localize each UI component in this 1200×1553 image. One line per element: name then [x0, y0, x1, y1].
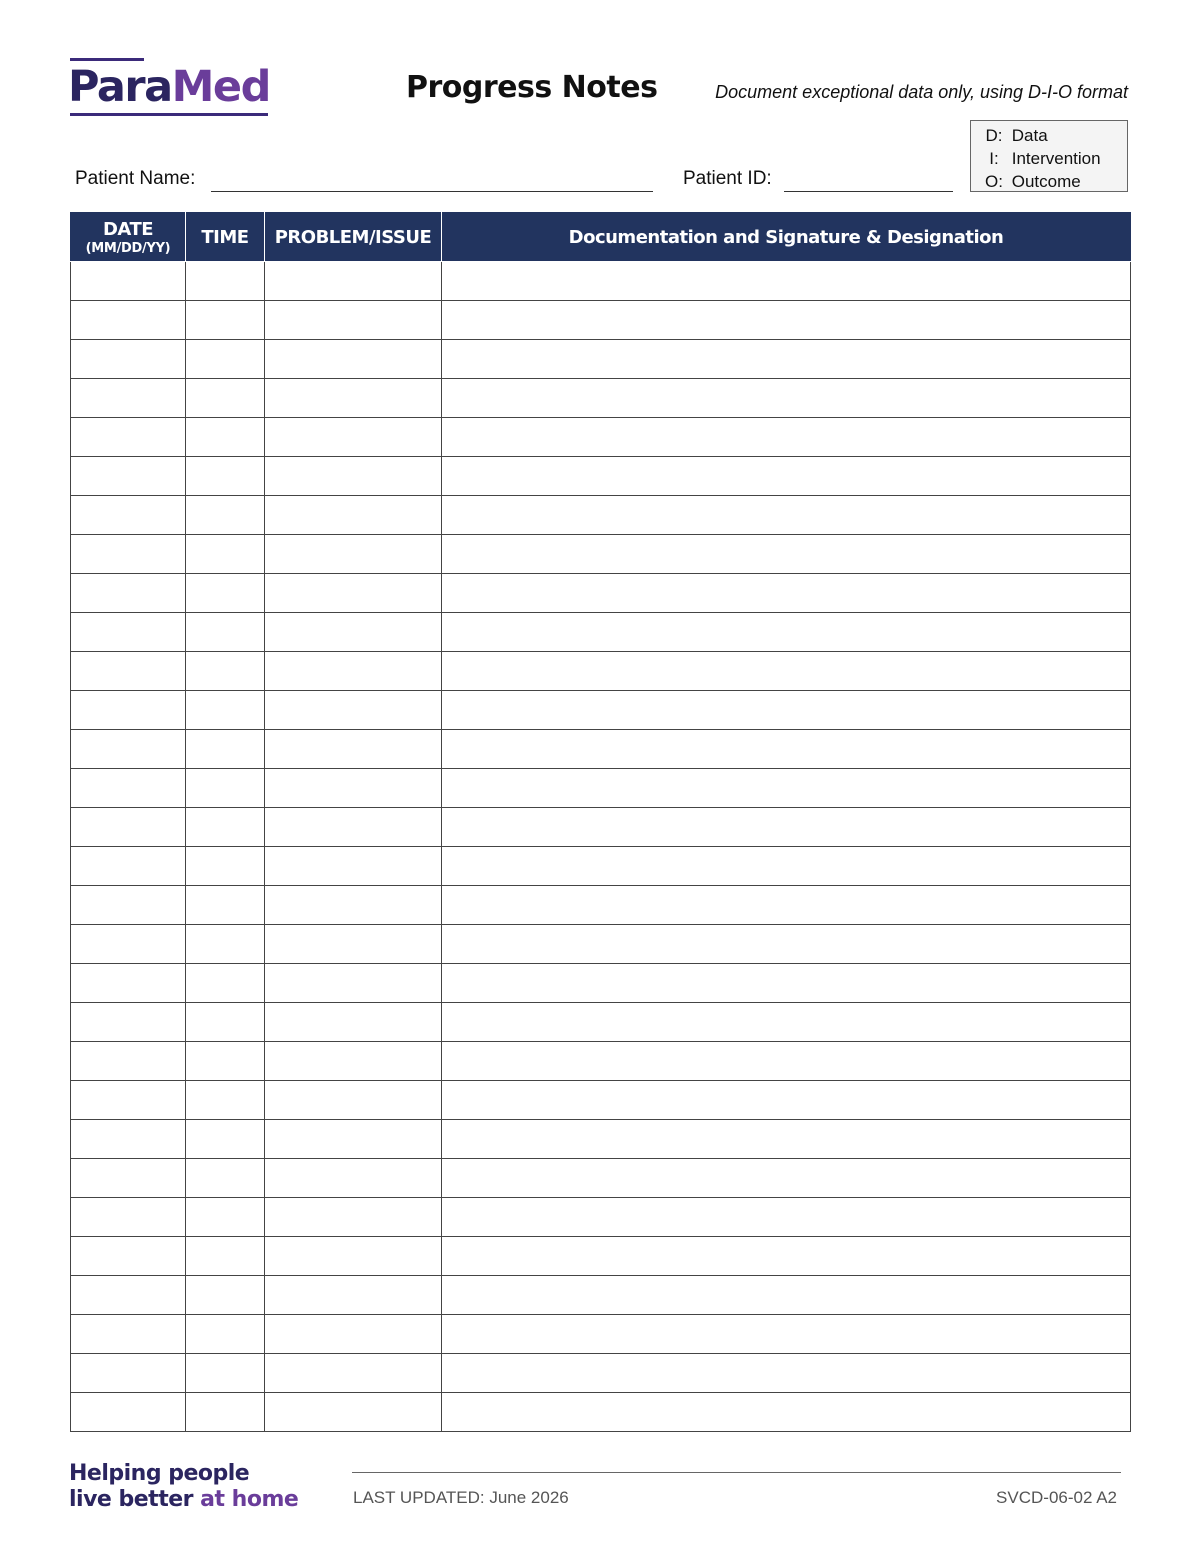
table-row — [71, 691, 1131, 730]
problem-cell[interactable] — [265, 457, 442, 496]
date-cell[interactable] — [71, 1393, 186, 1432]
documentation-cell[interactable] — [442, 301, 1131, 340]
documentation-cell[interactable] — [442, 886, 1131, 925]
problem-cell[interactable] — [265, 379, 442, 418]
date-cell[interactable] — [71, 1198, 186, 1237]
time-cell[interactable] — [186, 847, 265, 886]
time-cell[interactable] — [186, 886, 265, 925]
footer-divider — [352, 1472, 1121, 1473]
documentation-cell[interactable] — [442, 496, 1131, 535]
column-header-date — [71, 213, 186, 262]
tagline-text: live better — [69, 1487, 201, 1512]
problem-cell[interactable] — [265, 574, 442, 613]
date-cell[interactable] — [71, 1276, 186, 1315]
problem-cell[interactable] — [265, 769, 442, 808]
time-cell[interactable] — [186, 1081, 265, 1120]
legend-label: Outcome — [1011, 172, 1081, 191]
table-row — [71, 418, 1131, 457]
table-row — [71, 964, 1131, 1003]
legend-key: I: — [989, 149, 999, 168]
documentation-cell[interactable] — [442, 1315, 1131, 1354]
legend-label: Data — [1011, 126, 1048, 145]
table-row — [71, 496, 1131, 535]
problem-cell[interactable] — [265, 418, 442, 457]
date-cell[interactable] — [71, 301, 186, 340]
date-header-label: DATE — [102, 218, 154, 240]
documentation-cell[interactable] — [442, 1003, 1131, 1042]
progress-notes-table — [70, 212, 1130, 1432]
date-cell[interactable] — [71, 808, 186, 847]
time-cell[interactable] — [186, 1159, 265, 1198]
problem-cell[interactable] — [265, 808, 442, 847]
date-cell[interactable] — [71, 340, 186, 379]
time-cell[interactable] — [186, 808, 265, 847]
table-row — [71, 1393, 1131, 1432]
date-cell[interactable] — [71, 418, 186, 457]
date-cell[interactable] — [71, 1003, 186, 1042]
date-cell[interactable] — [71, 925, 186, 964]
problem-cell[interactable] — [265, 1315, 442, 1354]
documentation-cell[interactable] — [442, 379, 1131, 418]
time-cell[interactable] — [186, 1003, 265, 1042]
paramed-logo — [68, 58, 270, 118]
documentation-cell[interactable] — [442, 418, 1131, 457]
table-row — [71, 1315, 1131, 1354]
table-row — [71, 613, 1131, 652]
time-cell[interactable] — [186, 613, 265, 652]
table-row — [71, 1237, 1131, 1276]
date-cell[interactable] — [71, 535, 186, 574]
time-cell[interactable] — [186, 1354, 265, 1393]
documentation-cell[interactable] — [442, 769, 1131, 808]
time-cell[interactable] — [186, 340, 265, 379]
documentation-cell[interactable] — [442, 1276, 1131, 1315]
documentation-cell[interactable] — [442, 1393, 1131, 1432]
problem-cell[interactable] — [265, 301, 442, 340]
legend-label: Intervention — [1011, 149, 1101, 168]
problem-cell[interactable] — [265, 613, 442, 652]
time-cell[interactable] — [186, 691, 265, 730]
table-row — [71, 301, 1131, 340]
documentation-cell[interactable] — [442, 262, 1131, 301]
problem-cell[interactable] — [265, 340, 442, 379]
date-cell[interactable] — [71, 613, 186, 652]
table-row — [71, 379, 1131, 418]
date-cell[interactable] — [71, 964, 186, 1003]
documentation-cell[interactable] — [442, 613, 1131, 652]
time-cell[interactable] — [186, 418, 265, 457]
time-cell[interactable] — [186, 1315, 265, 1354]
time-cell[interactable] — [186, 301, 265, 340]
logo-top-rule — [70, 58, 144, 61]
date-cell[interactable] — [71, 1042, 186, 1081]
date-cell[interactable] — [71, 1159, 186, 1198]
table-row — [71, 925, 1131, 964]
date-cell[interactable] — [71, 691, 186, 730]
time-cell[interactable] — [186, 457, 265, 496]
date-cell[interactable] — [71, 1081, 186, 1120]
problem-cell[interactable] — [265, 1159, 442, 1198]
documentation-cell[interactable] — [442, 1081, 1131, 1120]
date-cell[interactable] — [71, 652, 186, 691]
problem-cell[interactable] — [265, 1393, 442, 1432]
table-row — [71, 1159, 1131, 1198]
documentation-cell[interactable] — [442, 1159, 1131, 1198]
patient-name-field[interactable] — [211, 191, 653, 192]
time-cell[interactable] — [186, 262, 265, 301]
documentation-cell[interactable] — [442, 691, 1131, 730]
time-cell[interactable] — [186, 574, 265, 613]
table-row — [71, 1081, 1131, 1120]
problem-cell[interactable] — [265, 1081, 442, 1120]
date-cell[interactable] — [71, 769, 186, 808]
time-cell[interactable] — [186, 925, 265, 964]
documentation-cell[interactable] — [442, 535, 1131, 574]
problem-cell[interactable] — [265, 1120, 442, 1159]
problem-cell[interactable] — [265, 1237, 442, 1276]
legend-row-outcome — [981, 170, 1127, 193]
documentation-cell[interactable] — [442, 925, 1131, 964]
table-row — [71, 769, 1131, 808]
legend-key: D: — [985, 126, 1003, 145]
table-row — [71, 340, 1131, 379]
logo-para: Para — [68, 62, 172, 112]
time-cell[interactable] — [186, 769, 265, 808]
table-row — [71, 1003, 1131, 1042]
documentation-cell[interactable] — [442, 847, 1131, 886]
table-row — [71, 1042, 1131, 1081]
date-format-label: (MM/DD/YY) — [85, 240, 171, 256]
table-row — [71, 1120, 1131, 1159]
tagline-line-2 — [69, 1487, 298, 1513]
documentation-cell[interactable] — [442, 574, 1131, 613]
documentation-cell[interactable] — [442, 340, 1131, 379]
documentation-cell[interactable] — [442, 457, 1131, 496]
page-title: Progress Notes — [406, 70, 658, 105]
date-cell[interactable] — [71, 457, 186, 496]
time-cell[interactable] — [186, 652, 265, 691]
time-cell[interactable] — [186, 1237, 265, 1276]
legend-row-intervention — [981, 147, 1127, 170]
last-updated: LAST UPDATED: June 2026 — [353, 1488, 569, 1507]
patient-id-label: Patient ID: — [683, 168, 772, 189]
table-row — [71, 574, 1131, 613]
table-row — [71, 1198, 1131, 1237]
logo-bottom-rule — [70, 113, 268, 116]
logo-med: Med — [171, 62, 270, 112]
problem-cell[interactable] — [265, 886, 442, 925]
documentation-cell[interactable] — [442, 1120, 1131, 1159]
table-row — [71, 457, 1131, 496]
column-header-time: TIME — [186, 213, 265, 262]
problem-cell[interactable] — [265, 496, 442, 535]
time-cell[interactable] — [186, 1198, 265, 1237]
date-cell[interactable] — [71, 1354, 186, 1393]
column-header-documentation: Documentation and Signature & Designation — [442, 213, 1131, 262]
problem-cell[interactable] — [265, 1042, 442, 1081]
tagline-accent: at home — [200, 1487, 299, 1512]
date-cell[interactable] — [71, 379, 186, 418]
problem-cell[interactable] — [265, 262, 442, 301]
problem-cell[interactable] — [265, 1003, 442, 1042]
date-cell[interactable] — [71, 1120, 186, 1159]
problem-cell[interactable] — [265, 535, 442, 574]
time-cell[interactable] — [186, 496, 265, 535]
table-row — [71, 808, 1131, 847]
date-cell[interactable] — [71, 574, 186, 613]
date-cell[interactable] — [71, 262, 186, 301]
time-cell[interactable] — [186, 379, 265, 418]
date-cell[interactable] — [71, 1237, 186, 1276]
problem-cell[interactable] — [265, 730, 442, 769]
table-row — [71, 1276, 1131, 1315]
problem-cell[interactable] — [265, 847, 442, 886]
table-row — [71, 847, 1131, 886]
time-cell[interactable] — [186, 1042, 265, 1081]
table-row — [71, 730, 1131, 769]
patient-name-label: Patient Name: — [75, 168, 196, 189]
table-row — [71, 1354, 1131, 1393]
table-row — [71, 262, 1131, 301]
time-cell[interactable] — [186, 1120, 265, 1159]
documentation-cell[interactable] — [442, 1237, 1131, 1276]
problem-cell[interactable] — [265, 1276, 442, 1315]
dio-legend — [970, 120, 1128, 192]
documentation-cell[interactable] — [442, 964, 1131, 1003]
problem-cell[interactable] — [265, 1198, 442, 1237]
table-header-row — [71, 213, 1131, 262]
table-row — [71, 886, 1131, 925]
problem-cell[interactable] — [265, 1354, 442, 1393]
documentation-cell[interactable] — [442, 808, 1131, 847]
documentation-cell[interactable] — [442, 730, 1131, 769]
date-cell[interactable] — [71, 496, 186, 535]
page-subtitle: Document exceptional data only, using D-I-O format — [715, 82, 1128, 102]
column-header-problem: PROBLEM/ISSUE — [265, 213, 442, 262]
date-cell[interactable] — [71, 886, 186, 925]
time-cell[interactable] — [186, 1393, 265, 1432]
time-cell[interactable] — [186, 730, 265, 769]
legend-row-data — [981, 124, 1127, 147]
documentation-cell[interactable] — [442, 1042, 1131, 1081]
date-cell[interactable] — [71, 847, 186, 886]
date-cell[interactable] — [71, 1315, 186, 1354]
table-row — [71, 535, 1131, 574]
problem-cell[interactable] — [265, 925, 442, 964]
documentation-cell[interactable] — [442, 652, 1131, 691]
documentation-cell[interactable] — [442, 1354, 1131, 1393]
problem-cell[interactable] — [265, 691, 442, 730]
form-code: SVCD-06-02 A2 — [996, 1488, 1117, 1507]
time-cell[interactable] — [186, 535, 265, 574]
tagline-line-1: Helping people — [69, 1461, 250, 1486]
logo-wordmark — [68, 62, 270, 112]
patient-id-field[interactable] — [784, 191, 953, 192]
legend-key: O: — [985, 172, 1003, 191]
problem-cell[interactable] — [265, 964, 442, 1003]
problem-cell[interactable] — [265, 652, 442, 691]
tagline — [69, 1461, 298, 1513]
documentation-cell[interactable] — [442, 1198, 1131, 1237]
date-cell[interactable] — [71, 730, 186, 769]
time-cell[interactable] — [186, 1276, 265, 1315]
table-row — [71, 652, 1131, 691]
time-cell[interactable] — [186, 964, 265, 1003]
